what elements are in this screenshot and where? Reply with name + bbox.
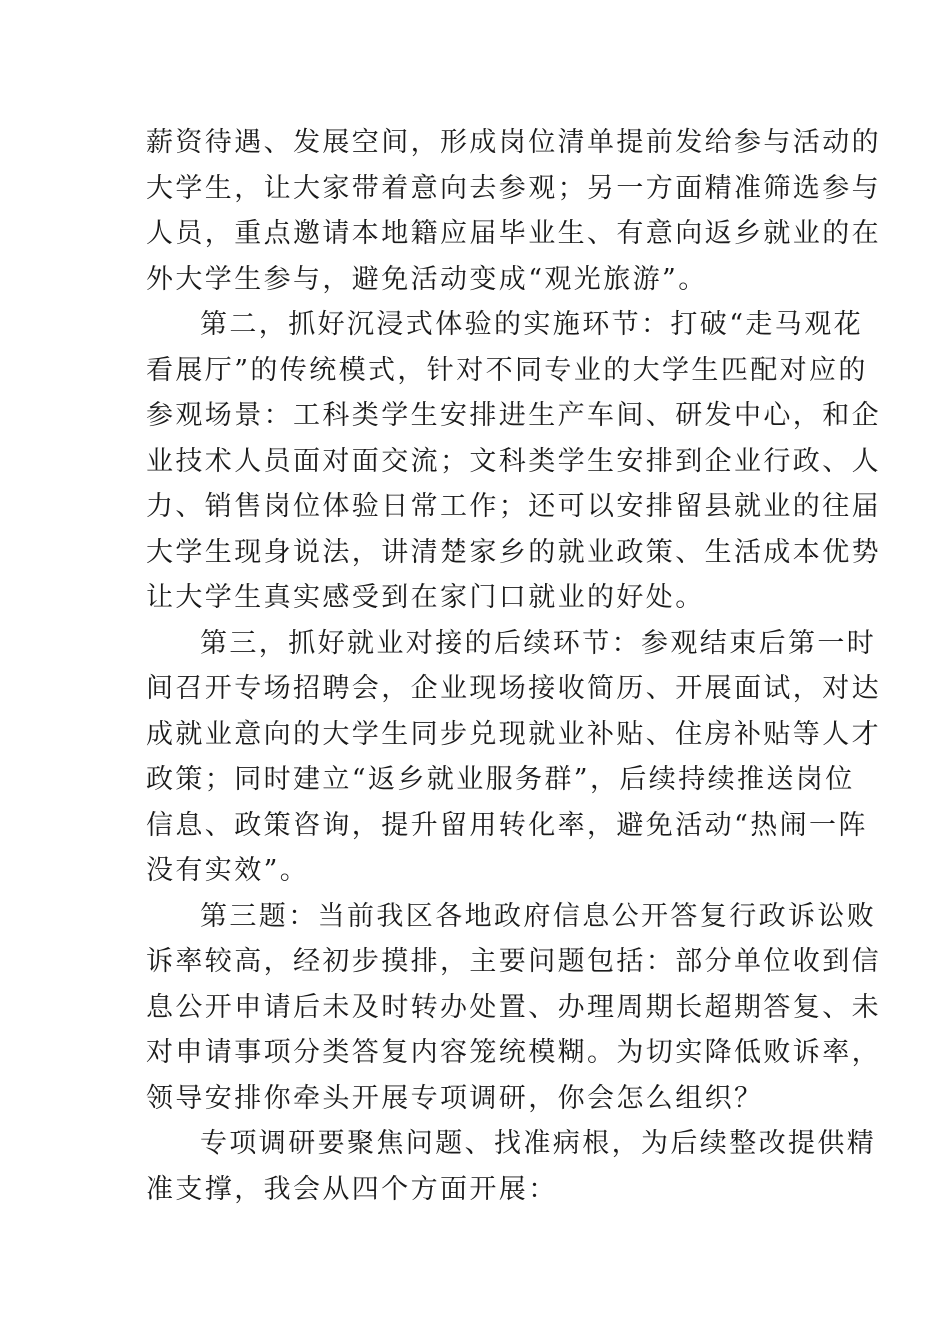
paragraph-start-line: 第三，抓好就业对接的后续环节：参观结束后第一时 [200,627,877,659]
text-line: 力、销售岗位体验日常工作；还可以安排留县就业的往届 [146,491,881,522]
text-line: 看展厅”的传统模式，针对不同专业的大学生匹配对应的 [146,354,868,386]
paragraph-start-line: 第三题：当前我区各地政府信息公开答复行政诉讼败 [200,900,877,932]
text-line: 成就业意向的大学生同步兑现就业补贴、住房补贴等人才 [146,718,881,750]
text-line: 没有实效”。 [146,855,310,886]
text-line: 领导安排你牵头开展专项调研，你会怎么组织？ [146,1082,764,1114]
text-line: 大学生，让大家带着意向去参观；另一方面精准筛选参与 [146,172,881,204]
text-line: 人员，重点邀请本地籍应届毕业生、有意向返乡就业的在 [146,218,881,249]
text-line: 政策；同时建立“返乡就业服务群”，后续持续推送岗位 [146,764,855,795]
text-line: 间召开专场招聘会，企业现场接收简历、开展面试，对达 [146,673,881,704]
text-line: 业技术人员面对面交流；文科类学生安排到企业行政、人 [146,445,881,477]
text-line: 准支撑，我会从四个方面开展： [146,1173,558,1205]
text-line: 外大学生参与，避免活动变成“观光旅游”。 [146,263,708,295]
paragraph-start-line: 专项调研要聚焦问题、找准病根，为后续整改提供精 [200,1128,877,1159]
text-line: 对申请事项分类答复内容笼统模糊。为切实降低败诉率， [146,1037,881,1068]
text-line: 大学生现身说法，讲清楚家乡的就业政策、生活成本优势 [146,536,881,568]
text-line: 参观场景：工科类学生安排进生产车间、研发中心，和企 [146,400,881,431]
text-line: 息公开申请后未及时转办处置、办理周期长超期答复、未 [146,991,881,1023]
text-line: 薪资待遇、发展空间，形成岗位清单提前发给参与活动的 [146,127,881,158]
document-body [146,120,881,1212]
text-line: 让大学生真实感受到在家门口就业的好处。 [146,582,705,613]
text-line: 信息、政策咨询，提升留用转化率，避免活动“热闹一阵 [146,809,868,841]
text-line: 诉率较高，经初步摸排，主要问题包括：部分单位收到信 [146,946,881,977]
paragraph-start-line: 第二，抓好沉浸式体验的实施环节：打破“走马观花 [200,309,864,340]
